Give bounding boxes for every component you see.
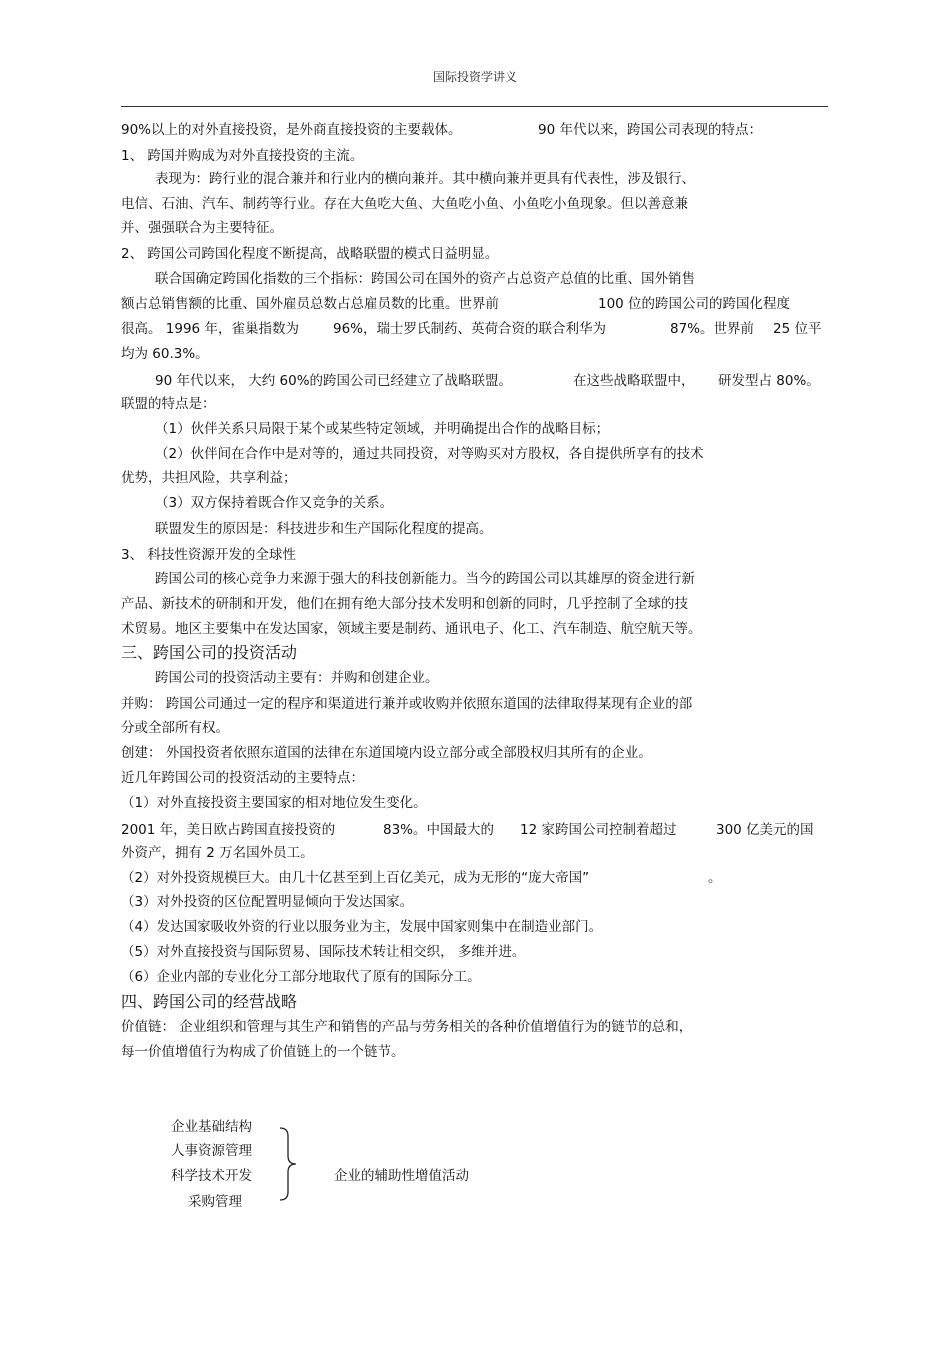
text-line: 90 年代以来，跨国公司表现的特点： (538, 122, 762, 138)
diagram-item: 科学技术开发 (171, 1168, 252, 1184)
text-line: 分或全部所有权。 (121, 720, 229, 736)
section-heading: 四、跨国公司的经营战略 (121, 992, 298, 1011)
text-line: 300 亿美元的国 (716, 822, 814, 838)
text-line: 额占总销售额的比重、国外雇员总数占总雇员数的比重。世界前 (121, 296, 499, 312)
text-line: 术贸易。地区主要集中在发达国家，领域主要是制药、通讯电子、化工、汽车制造、航空航天等。 (121, 621, 702, 637)
text-line: 2001 年，美日欧占跨国直接投资的 (121, 822, 336, 838)
text-line: 每一价值增值行为构成了价值链上的一个链节。 (121, 1044, 405, 1060)
text-line: 产品、新技术的研制和开发，他们在拥有绝大部分技术发明和创新的同时，几乎控制了全球的技 (121, 596, 688, 612)
text-line: 表现为：跨行业的混合兼并和行业内的横向兼并。其中横向兼并更具有代表性，涉及银行、 (155, 171, 695, 187)
text-line: 并购： 跨国公司通过一定的程序和渠道进行兼并或收购并依照东道国的法律取得某现有企业的部 (121, 696, 693, 712)
header-divider (121, 106, 828, 107)
diagram-item: 采购管理 (188, 1194, 242, 1210)
list-item: （1）伙伴关系只局限于某个或某些特定领域，并明确提出合作的战略目标； (155, 421, 610, 437)
text-line: 90%以上的对外直接投资，是外商直接投资的主要载体。 (121, 122, 462, 138)
text-line: 96%，瑞士罗氏制药、英荷合资的联合利华为 (333, 321, 607, 337)
text-line: 创建： 外国投资者依照东道国的法律在东道国境内设立部分或全部股权归其所有的企业。 (121, 745, 652, 761)
text-line: 跨国公司的核心竞争力来源于强大的科技创新能力。当今的跨国公司以其雄厚的资金进行新 (155, 571, 695, 587)
section-heading: 三、跨国公司的投资活动 (121, 643, 298, 662)
list-item: （5）对外直接投资与国际贸易、国际技术转让相交织， 多维并进。 (121, 944, 526, 960)
text-line: 外资产，拥有 2 万名国外员工。 (121, 845, 314, 861)
text-line: 12 家跨国公司控制着超过 (520, 822, 677, 838)
text-line: 电信、石油、汽车、制药等行业。存在大鱼吃大鱼、大鱼吃小鱼、小鱼吃小鱼现象。但以善意兼 (121, 196, 688, 212)
list-item: （2）伙伴间在合作中是对等的，通过共同投资，对等购买对方股权，各自提供所享有的技术 (155, 446, 704, 462)
diagram-item: 企业基础结构 (171, 1119, 252, 1135)
page-header: 国际投资学讲义 (432, 70, 517, 84)
text-line: 100 位的跨国公司的跨国化程度 (598, 296, 791, 312)
list-item: （6）企业内部的专业化分工部分地取代了原有的国际分工。 (121, 969, 481, 985)
text-line: 均为 60.3%。 (121, 346, 209, 362)
list-heading: 1、 跨国并购成为对外直接投资的主流。 (121, 148, 364, 164)
list-item: （1）对外直接投资主要国家的相对地位发生变化。 (121, 795, 427, 811)
text-line: 联合国确定跨国化指数的三个指标：跨国公司在国外的资产占总资产总值的比重、国外销售 (155, 271, 695, 287)
text-line: 联盟的特点是： (121, 396, 216, 412)
text-line: 90 年代以来， 大约 60%的跨国公司已经建立了战略联盟。 (155, 373, 513, 389)
list-heading: 3、 科技性资源开发的全球性 (121, 547, 296, 563)
diagram-item: 人事资源管理 (171, 1143, 252, 1159)
text-line: 87%。世界前 (670, 321, 755, 337)
list-heading: 2、 跨国公司跨国化程度不断提高，战略联盟的模式日益明显。 (121, 246, 499, 262)
text-line: 跨国公司的投资活动主要有：并购和创建企业。 (155, 670, 439, 686)
list-item: （2）对外投资规模巨大。由几十亿甚至到上百亿美元，成为无形的“庞大帝国” (121, 870, 590, 886)
text-line: 。 (708, 870, 722, 886)
list-item: （4）发达国家吸收外资的行业以服务业为主，发展中国家则集中在制造业部门。 (121, 919, 603, 935)
text-line: 83%。中国最大的 (383, 822, 495, 838)
text-line: 很高。 1996 年，雀巢指数为 (121, 321, 299, 337)
text-line: 并、强强联合为主要特征。 (121, 220, 283, 236)
text-line: 25 位平 (773, 321, 822, 337)
text-line: 近几年跨国公司的投资活动的主要特点： (121, 770, 364, 786)
text-line: 在这些战略联盟中， (573, 373, 695, 389)
list-item: （3）双方保持着既合作又竞争的关系。 (155, 495, 394, 511)
text-line: 联盟发生的原因是：科技进步和生产国际化程度的提高。 (155, 521, 493, 537)
list-item: （3）对外投资的区位配置明显倾向于发达国家。 (121, 894, 414, 910)
text-line: 价值链： 企业组织和管理与其生产和销售的产品与劳务相关的各种价值增值行为的链节的总和， (121, 1019, 693, 1035)
text-line: 优势，共担风险，共享利益； (121, 470, 297, 486)
text-line: 研发型占 80%。 (718, 373, 820, 389)
diagram-label: 企业的辅助性增值活动 (334, 1168, 469, 1184)
curly-brace (277, 1126, 301, 1202)
